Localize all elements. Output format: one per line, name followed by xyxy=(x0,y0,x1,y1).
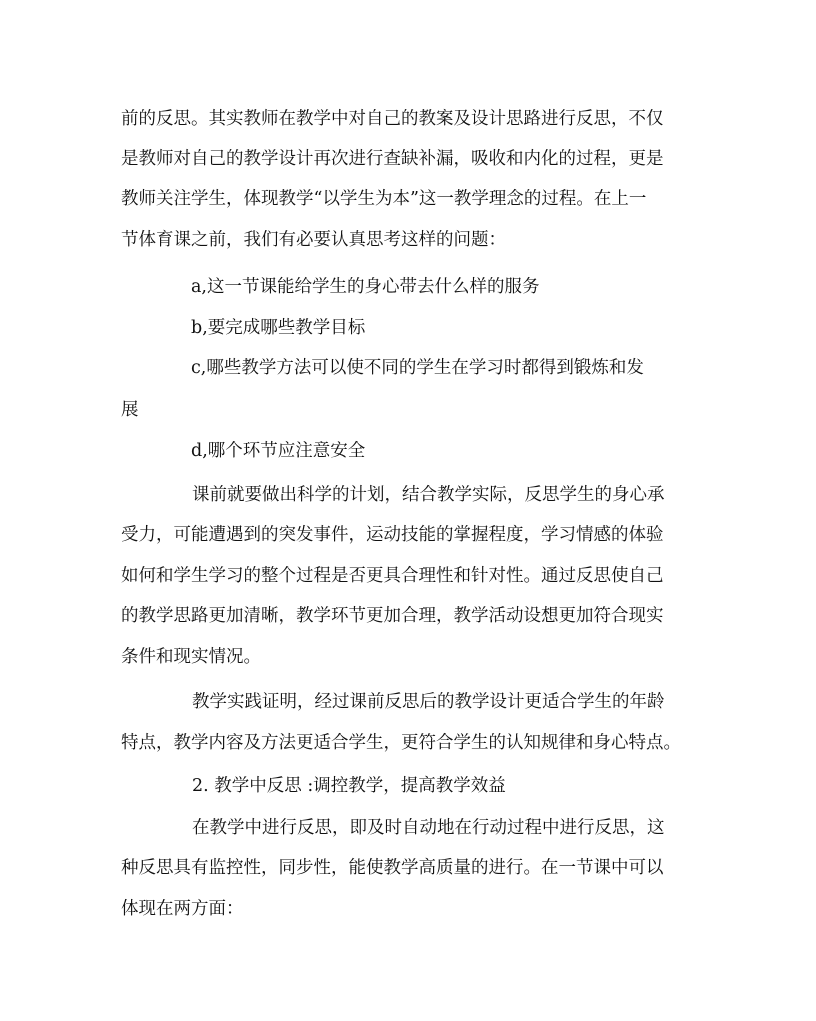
section-heading: 2. 教学中反思 :调控教学，提高教学效益 xyxy=(192,776,506,796)
list-item-b: b,要完成哪些教学目标 xyxy=(191,318,366,338)
list-item-c: c,哪些教学方法可以使不同的学生在学习时都得到锻炼和发 xyxy=(191,358,644,378)
paragraph-line: 教师关注学生，体现教学“以学生为本”这一教学理念的过程。在上一 xyxy=(121,189,647,209)
paragraph-line: 条件和现实情况。 xyxy=(121,647,261,667)
paragraph-line: 在教学中进行反思，即及时自动地在行动过程中进行反思，这 xyxy=(192,818,665,838)
paragraph-line: 特点，教学内容及方法更适合学生，更符合学生的认知规律和身心特点。 xyxy=(121,733,681,753)
paragraph-line: 课前就要做出科学的计划，结合教学实际，反思学生的身心承 xyxy=(192,485,665,505)
list-item-a: a,这一节课能给学生的身心带去什么样的服务 xyxy=(191,277,540,297)
paragraph-line: 如何和学生学习的整个过程是否更具合理性和针对性。通过反思使自己 xyxy=(121,566,664,586)
paragraph-line: 种反思具有监控性，同步性，能使教学高质量的进行。在一节课中可以 xyxy=(121,858,664,878)
list-item-d: d,哪个环节应注意安全 xyxy=(191,441,366,461)
paragraph-line: 是教师对自己的教学设计再次进行查缺补漏，吸收和内化的过程，更是 xyxy=(121,149,664,169)
paragraph-line: 体现在两方面： xyxy=(121,899,244,919)
paragraph-line: 前的反思。其实教师在教学中对自己的教案及设计思路进行反思，不仅 xyxy=(121,109,664,129)
paragraph-line: 节体育课之前，我们有必要认真思考这样的问题： xyxy=(121,230,506,250)
paragraph-line: 的教学思路更加清晰，教学环节更加合理，教学活动设想更加符合现实 xyxy=(121,606,664,626)
paragraph-line: 教学实践证明，经过课前反思后的教学设计更适合学生的年龄 xyxy=(192,692,665,712)
list-item-c-continuation: 展 xyxy=(121,400,139,420)
paragraph-line: 受力，可能遭遇到的突发事件，运动技能的掌握程度，学习情感的体验 xyxy=(121,525,664,545)
